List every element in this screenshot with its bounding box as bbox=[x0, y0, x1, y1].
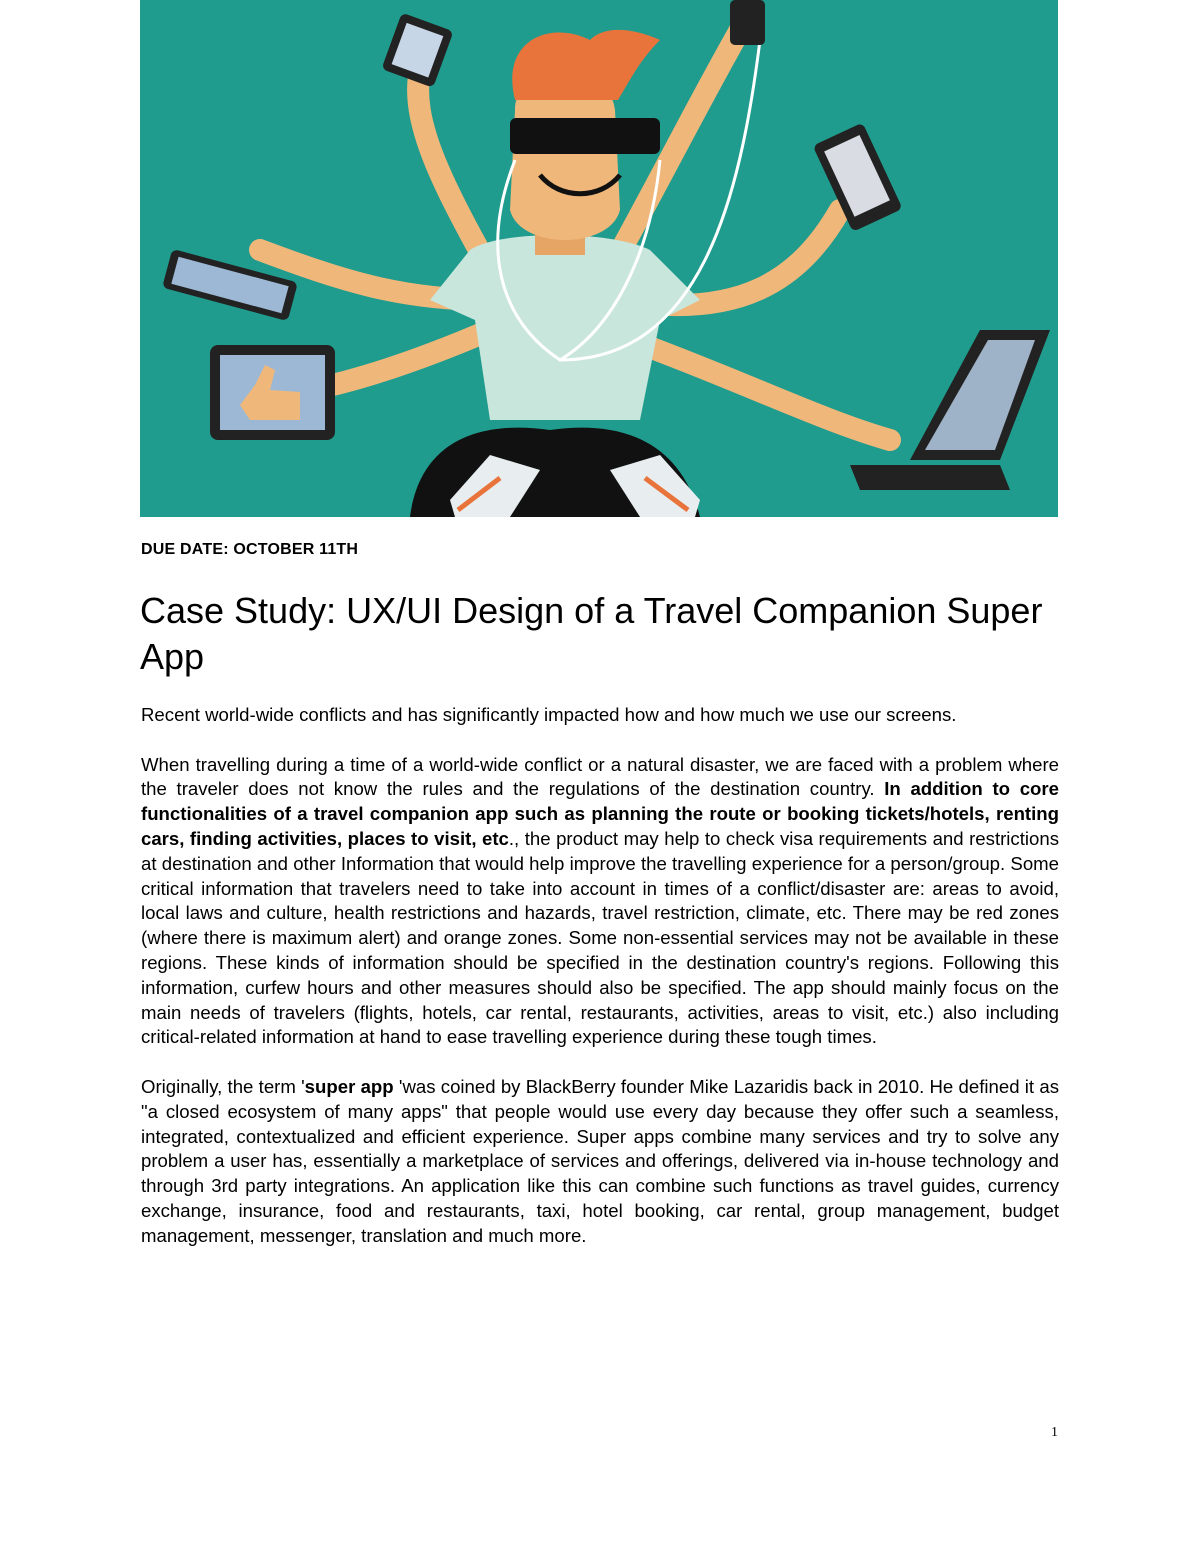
paragraph-super-app-rest: 'was coined by BlackBerry founder Mike Lazaridis back in 2010. He defined it as "a closed ecosystem of many apps" that people would use every day because they offer such a seamless, integrated, contextualized and efficient experience. Super apps combine many services and try to solve any problem a user has, essentially a marketplace of services and offerings, delivered via in-house technology and through 3rd party integrations. An application like this can combine such functions as travel guides, currency exchange, insurance, food and restaurants, taxi, hotel booking, car rental, group management, budget management, messenger, translation and much more. bbox=[141, 1075, 1059, 1246]
hero-illustration bbox=[140, 0, 1058, 517]
paragraph-super-app bbox=[141, 1075, 1059, 1249]
document-body bbox=[141, 703, 1059, 1273]
thumbs-up-tablet-icon bbox=[210, 345, 335, 440]
due-date: DUE DATE: OCTOBER 11TH bbox=[141, 541, 359, 558]
paragraph-super-app-pre: Originally, the term ' bbox=[141, 1075, 305, 1097]
page-number: 1 bbox=[1051, 1425, 1058, 1440]
paragraph-conflict-intro: When travelling during a time of a world-wide conflict or a natural disaster, we are faced with a problem where the traveler does not know the rules and the regulations of the destination country. bbox=[141, 753, 1059, 800]
page-title: Case Study: UX/UI Design of a Travel Companion Super App bbox=[140, 590, 1043, 677]
paragraph-intro: Recent world-wide conflicts and has significantly impacted how and how much we use our screens. bbox=[141, 704, 957, 725]
multitasking-person-illustration bbox=[140, 0, 1058, 517]
super-app-term: super app bbox=[304, 1075, 394, 1097]
paragraph-conflict bbox=[141, 753, 1059, 1051]
paragraph-conflict-bold: In addition to core functionalities of a travel companion app such as planning the route or booking tickets/hotels, renting cars, finding activities, places to visit, etc bbox=[141, 778, 1059, 849]
phone-icon bbox=[730, 0, 765, 45]
paragraph-conflict-rest: ., the product may help to check visa requirements and restrictions at destination and other Information that would help improve the travelling experience for a person/group. Some critical information that travelers need to take into account in times of a conflict/disaster are: areas to avoid, local laws and culture, health restrictions and hazards, travel restriction, climate, etc. There may be red zones (where there is maximum alert) and orange zones. Some non-essential services may not be available in these regions. These kinds of information should be specified in the destination country's regions. Following this information, curfew hours and other measures should also be specified. The app should mainly focus on the main needs of travelers (flights, hotels, car rental, restaurants, activities, areas to visit, etc.) also including critical-related information at hand to ease travelling experience during these tough times. bbox=[141, 827, 1060, 1048]
